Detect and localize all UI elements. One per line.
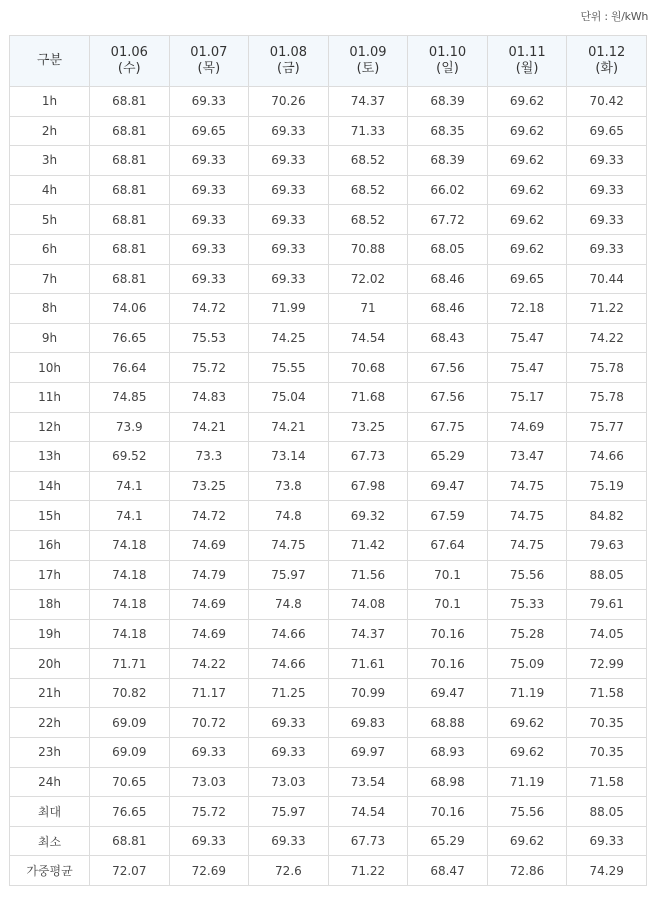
price-cell: 69.62 [487,205,567,235]
price-cell: 73.25 [328,412,408,442]
price-cell: 67.73 [328,826,408,856]
price-cell: 84.82 [567,501,647,531]
price-cell: 74.21 [169,412,249,442]
price-cell: 69.97 [328,738,408,768]
table-row [10,708,647,738]
price-cell: 69.62 [487,234,567,264]
price-cell: 75.04 [249,382,329,412]
row-label: 23h [10,738,90,768]
price-cell: 74.25 [249,323,329,353]
price-cell: 70.35 [567,738,647,768]
price-cell: 73.03 [169,767,249,797]
price-cell: 75.47 [487,323,567,353]
price-cell: 68.81 [90,87,170,117]
price-cell: 74.69 [169,590,249,620]
column-header-01-11 [487,36,567,87]
table-row [10,797,647,827]
price-cell: 70.44 [567,264,647,294]
price-cell: 75.53 [169,323,249,353]
price-cell: 69.32 [328,501,408,531]
column-weekday: (일) [436,61,459,76]
price-cell: 69.33 [169,738,249,768]
price-cell: 72.69 [169,856,249,886]
price-cell: 68.35 [408,116,488,146]
row-label: 16h [10,530,90,560]
price-cell: 71.19 [487,767,567,797]
price-cell: 67.75 [408,412,488,442]
price-cell: 68.88 [408,708,488,738]
table-header [10,36,647,87]
price-cell: 75.19 [567,471,647,501]
price-cell: 74.83 [169,382,249,412]
price-cell: 71.58 [567,678,647,708]
price-cell: 75.28 [487,619,567,649]
price-cell: 75.97 [249,797,329,827]
price-cell: 74.37 [328,87,408,117]
table-row [10,294,647,324]
table-row [10,738,647,768]
price-cell: 75.78 [567,382,647,412]
row-label: 17h [10,560,90,590]
table-row [10,175,647,205]
price-cell: 74.79 [169,560,249,590]
price-cell: 68.52 [328,175,408,205]
table-row [10,560,647,590]
hourly-price-table [9,35,647,886]
price-cell: 72.02 [328,264,408,294]
row-label: 2h [10,116,90,146]
column-weekday: (월) [515,61,539,76]
price-cell: 69.47 [408,471,488,501]
price-cell: 69.65 [169,116,249,146]
price-cell: 68.05 [408,234,488,264]
column-date: 01.10 [428,45,467,60]
price-cell: 67.56 [408,353,488,383]
table-row [10,87,647,117]
price-cell: 74.18 [90,590,170,620]
price-cell: 71.22 [328,856,408,886]
corner-header: 구분 [10,36,90,87]
price-cell: 79.61 [567,590,647,620]
table-row [10,826,647,856]
row-label: 15h [10,501,90,531]
price-cell: 71.22 [567,294,647,324]
price-cell: 70.72 [169,708,249,738]
price-cell: 71.42 [328,530,408,560]
price-cell: 74.75 [487,530,567,560]
table-row [10,264,647,294]
price-cell: 69.33 [249,234,329,264]
price-cell: 69.09 [90,738,170,768]
table-row [10,323,647,353]
price-cell: 73.14 [249,442,329,472]
price-cell: 74.06 [90,294,170,324]
price-cell: 79.63 [567,530,647,560]
price-cell: 69.52 [90,442,170,472]
price-cell: 69.33 [249,708,329,738]
price-cell: 72.99 [567,649,647,679]
price-cell: 69.33 [169,826,249,856]
price-cell: 74.69 [169,530,249,560]
price-cell: 75.56 [487,797,567,827]
row-label: 20h [10,649,90,679]
row-label: 3h [10,146,90,176]
price-cell: 70.16 [408,797,488,827]
price-cell: 73.03 [249,767,329,797]
table-row [10,146,647,176]
row-label: 10h [10,353,90,383]
row-label: 11h [10,382,90,412]
table-row [10,678,647,708]
price-cell: 68.52 [328,205,408,235]
price-cell: 67.59 [408,501,488,531]
price-cell: 71.68 [328,382,408,412]
price-cell: 68.81 [90,205,170,235]
price-cell: 71.17 [169,678,249,708]
column-date: 01.07 [190,45,228,60]
price-cell: 74.75 [487,471,567,501]
price-cell: 69.62 [487,826,567,856]
price-cell: 73.47 [487,442,567,472]
price-cell: 68.47 [408,856,488,886]
column-header-01-12 [567,36,647,87]
price-cell: 76.64 [90,353,170,383]
price-cell: 73.3 [169,442,249,472]
price-cell: 67.73 [328,442,408,472]
row-label: 9h [10,323,90,353]
price-cell: 71.99 [249,294,329,324]
price-cell: 72.18 [487,294,567,324]
price-cell: 70.26 [249,87,329,117]
price-cell: 74.37 [328,619,408,649]
row-label: 19h [10,619,90,649]
column-date: 01.09 [349,45,387,60]
price-cell: 69.33 [169,87,249,117]
price-cell: 74.18 [90,619,170,649]
price-cell: 69.65 [567,116,647,146]
column-header-01-06 [90,36,170,87]
table-row [10,353,647,383]
price-cell: 71.25 [249,678,329,708]
price-cell: 69.33 [249,175,329,205]
price-cell: 74.22 [169,649,249,679]
price-cell: 74.72 [169,501,249,531]
price-cell: 67.56 [408,382,488,412]
price-cell: 69.65 [487,264,567,294]
price-cell: 72.07 [90,856,170,886]
row-label: 24h [10,767,90,797]
price-cell: 70.65 [90,767,170,797]
price-cell: 68.39 [408,146,488,176]
price-cell: 75.77 [567,412,647,442]
price-cell: 75.33 [487,590,567,620]
price-cell: 73.25 [169,471,249,501]
row-label: 18h [10,590,90,620]
row-label: 12h [10,412,90,442]
price-cell: 69.33 [169,205,249,235]
row-label: 21h [10,678,90,708]
price-cell: 73.9 [90,412,170,442]
table-row [10,590,647,620]
price-cell: 69.33 [249,146,329,176]
price-cell: 74.69 [169,619,249,649]
price-cell: 70.35 [567,708,647,738]
price-cell: 69.62 [487,146,567,176]
price-cell: 68.98 [408,767,488,797]
price-cell: 69.33 [249,826,329,856]
row-label: 8h [10,294,90,324]
price-cell: 69.33 [567,175,647,205]
price-cell: 71.56 [328,560,408,590]
price-cell: 75.72 [169,353,249,383]
price-cell: 68.81 [90,826,170,856]
price-cell: 68.93 [408,738,488,768]
row-label: 6h [10,234,90,264]
price-cell: 74.54 [328,797,408,827]
row-label: 7h [10,264,90,294]
row-label: 5h [10,205,90,235]
price-cell: 69.33 [567,205,647,235]
price-cell: 74.85 [90,382,170,412]
price-cell: 65.29 [408,442,488,472]
price-cell: 70.68 [328,353,408,383]
header-row [10,36,647,87]
table-row [10,501,647,531]
price-cell: 71.33 [328,116,408,146]
price-cell: 75.78 [567,353,647,383]
price-cell: 76.65 [90,323,170,353]
price-cell: 71.58 [567,767,647,797]
row-label: 4h [10,175,90,205]
table-row [10,116,647,146]
price-cell: 65.29 [408,826,488,856]
price-cell: 73.8 [249,471,329,501]
price-cell: 68.46 [408,264,488,294]
column-header-01-08 [249,36,329,87]
price-cell: 69.09 [90,708,170,738]
price-cell: 74.21 [249,412,329,442]
price-cell: 69.33 [567,234,647,264]
column-date: 01.06 [110,45,148,60]
row-label: 최대 [10,797,90,827]
price-cell: 74.18 [90,530,170,560]
price-cell: 68.81 [90,116,170,146]
price-cell: 76.65 [90,797,170,827]
price-table-container [9,35,647,886]
table-row [10,530,647,560]
row-label: 13h [10,442,90,472]
price-cell: 66.02 [408,175,488,205]
row-label: 최소 [10,826,90,856]
price-cell: 70.82 [90,678,170,708]
price-cell: 74.1 [90,471,170,501]
price-cell: 69.33 [567,826,647,856]
table-row [10,649,647,679]
price-cell: 70.99 [328,678,408,708]
price-cell: 68.43 [408,323,488,353]
price-cell: 70.1 [408,590,488,620]
price-cell: 67.98 [328,471,408,501]
price-cell: 69.62 [487,708,567,738]
price-cell: 74.18 [90,560,170,590]
price-cell: 69.33 [169,264,249,294]
row-label: 22h [10,708,90,738]
price-cell: 67.64 [408,530,488,560]
price-cell: 69.33 [249,264,329,294]
price-cell: 71 [328,294,408,324]
price-cell: 74.66 [249,649,329,679]
price-cell: 69.33 [169,234,249,264]
table-row [10,619,647,649]
price-cell: 69.33 [169,175,249,205]
price-cell: 71.19 [487,678,567,708]
price-cell: 74.69 [487,412,567,442]
price-cell: 75.09 [487,649,567,679]
price-cell: 88.05 [567,797,647,827]
row-label: 1h [10,87,90,117]
price-cell: 75.17 [487,382,567,412]
price-cell: 74.75 [249,530,329,560]
price-cell: 68.52 [328,146,408,176]
price-cell: 70.1 [408,560,488,590]
price-cell: 70.42 [567,87,647,117]
price-cell: 75.97 [249,560,329,590]
column-header-01-10 [408,36,488,87]
price-cell: 68.81 [90,234,170,264]
price-cell: 69.62 [487,175,567,205]
price-cell: 74.54 [328,323,408,353]
row-label: 14h [10,471,90,501]
price-cell: 72.86 [487,856,567,886]
price-cell: 69.33 [249,205,329,235]
price-cell: 74.8 [249,590,329,620]
row-label: 가중평균 [10,856,90,886]
price-cell: 74.75 [487,501,567,531]
column-weekday: (금) [277,61,300,76]
table-row [10,205,647,235]
column-date: 01.08 [269,45,308,60]
column-weekday: (수) [117,61,141,76]
price-cell: 74.29 [567,856,647,886]
column-header-01-07 [169,36,249,87]
column-date: 01.11 [508,45,546,60]
price-cell: 69.33 [249,738,329,768]
price-cell: 70.16 [408,619,488,649]
price-cell: 75.55 [249,353,329,383]
column-header-01-09 [328,36,408,87]
column-weekday: (목) [197,61,221,76]
table-row [10,412,647,442]
price-cell: 71.71 [90,649,170,679]
price-cell: 69.62 [487,116,567,146]
price-cell: 69.33 [249,116,329,146]
price-cell: 69.62 [487,87,567,117]
price-cell: 74.05 [567,619,647,649]
price-cell: 70.88 [328,234,408,264]
table-body [10,87,647,886]
price-cell: 69.33 [567,146,647,176]
price-cell: 68.39 [408,87,488,117]
table-row [10,471,647,501]
price-cell: 75.47 [487,353,567,383]
price-cell: 70.16 [408,649,488,679]
table-row [10,856,647,886]
price-cell: 69.62 [487,738,567,768]
price-cell: 74.66 [567,442,647,472]
column-date: 01.12 [588,45,626,60]
price-cell: 68.81 [90,146,170,176]
price-cell: 72.6 [249,856,329,886]
price-cell: 74.72 [169,294,249,324]
price-cell: 69.47 [408,678,488,708]
price-cell: 74.22 [567,323,647,353]
table-row [10,234,647,264]
price-cell: 68.81 [90,264,170,294]
table-row [10,382,647,412]
price-cell: 73.54 [328,767,408,797]
price-cell: 69.83 [328,708,408,738]
price-cell: 74.8 [249,501,329,531]
price-cell: 68.81 [90,175,170,205]
price-cell: 69.33 [169,146,249,176]
price-cell: 75.56 [487,560,567,590]
price-cell: 75.72 [169,797,249,827]
price-cell: 67.72 [408,205,488,235]
table-row [10,767,647,797]
price-cell: 71.61 [328,649,408,679]
column-weekday: (토) [356,61,380,76]
price-cell: 68.46 [408,294,488,324]
price-cell: 74.66 [249,619,329,649]
column-weekday: (화) [595,61,619,76]
table-row [10,442,647,472]
price-cell: 74.08 [328,590,408,620]
price-cell: 74.1 [90,501,170,531]
unit-note: 단위 : 원/kWh [580,10,648,23]
price-cell: 88.05 [567,560,647,590]
